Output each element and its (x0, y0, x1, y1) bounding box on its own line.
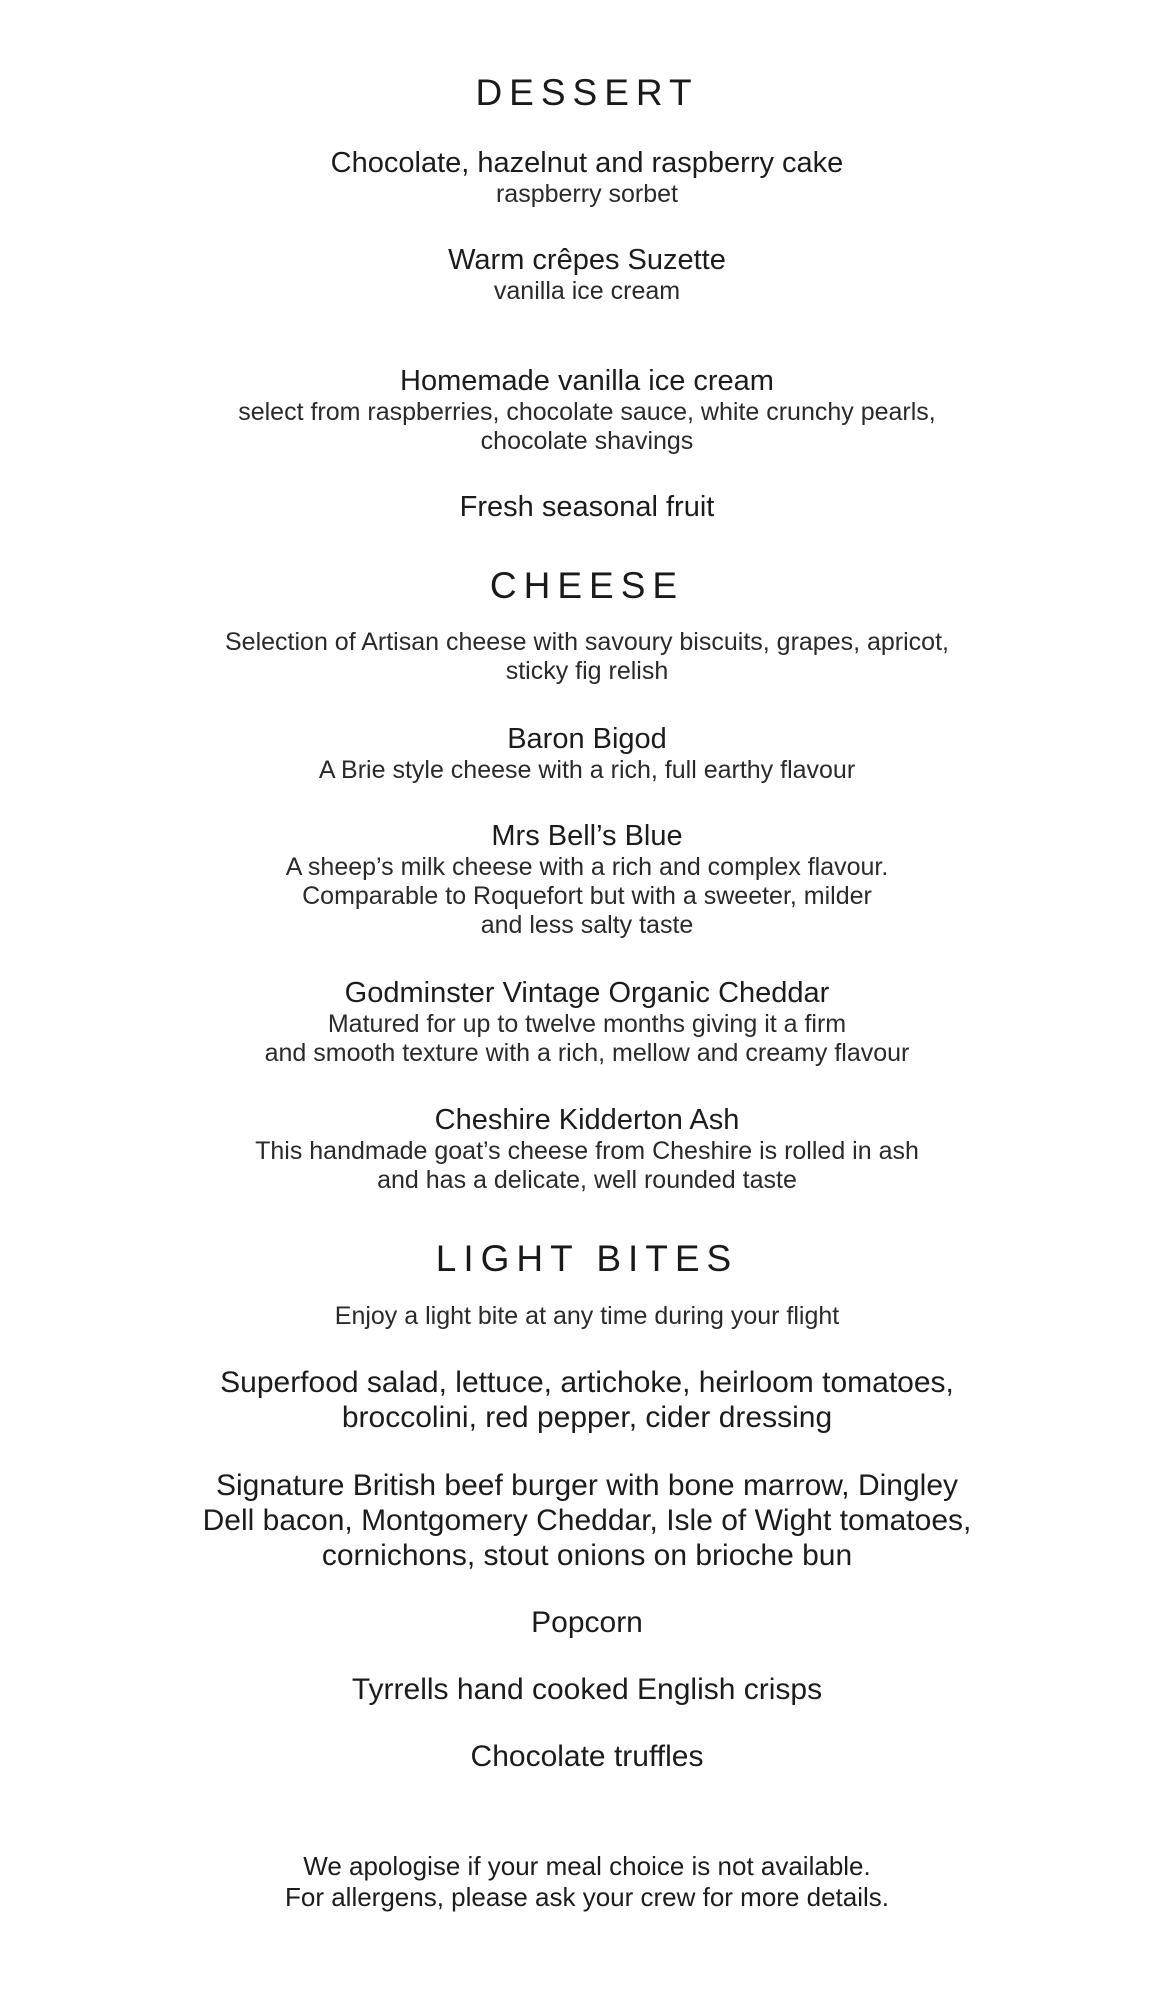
cheese-item-description: This handmade goat’s cheese from Cheshire is rolled in ash (255, 1137, 919, 1165)
cheese-intro: sticky fig relish (505, 657, 669, 685)
footer-note: We apologise if your meal choice is not available. (303, 1851, 871, 1881)
cheese-heading: CHEESE (489, 565, 685, 606)
cheese-item-description: Matured for up to twelve months giving it a firm (327, 1010, 847, 1038)
light-bite-item: Dell bacon, Montgomery Cheddar, Isle of Wight tomatoes, (202, 1504, 972, 1537)
cheese-item-description: A sheep’s milk cheese with a rich and complex flavour. (285, 853, 889, 881)
light-bite-item: cornichons, stout onions on brioche bun (321, 1539, 853, 1572)
cheese-item-description: and smooth texture with a rich, mellow and creamy flavour (264, 1039, 910, 1067)
light-bites-heading: LIGHT BITES (435, 1238, 739, 1279)
dessert-item-name: Chocolate, hazelnut and raspberry cake (330, 147, 844, 179)
light-bite-item: Signature British beef burger with bone marrow, Dingley (215, 1469, 959, 1502)
light-bite-item: broccolini, red pepper, cider dressing (341, 1401, 833, 1434)
footer-note: For allergens, please ask your crew for more details. (284, 1882, 890, 1912)
cheese-item-name: Cheshire Kidderton Ash (434, 1104, 740, 1136)
dessert-item-description: chocolate shavings (480, 427, 694, 455)
cheese-item-description: Comparable to Roquefort but with a sweeter, milder (302, 882, 872, 910)
cheese-item-name: Baron Bigod (507, 723, 667, 755)
cheese-item-description: and less salty taste (480, 911, 694, 939)
light-bites-intro: Enjoy a light bite at any time during your flight (334, 1302, 840, 1330)
dessert-item-description: raspberry sorbet (495, 180, 679, 208)
cheese-item-name: Mrs Bell’s Blue (491, 820, 683, 852)
cheese-item-description: A Brie style cheese with a rich, full earthy flavour (318, 756, 856, 784)
light-bite-item: Tyrrells hand cooked English crisps (351, 1673, 823, 1706)
cheese-item-description: and has a delicate, well rounded taste (377, 1166, 797, 1194)
cheese-item-name: Godminster Vintage Organic Cheddar (344, 977, 830, 1009)
light-bite-item: Superfood salad, lettuce, artichoke, heirloom tomatoes, (220, 1366, 954, 1399)
dessert-item-description: vanilla ice cream (493, 277, 681, 305)
light-bite-item: Chocolate truffles (470, 1740, 704, 1773)
dessert-item-name: Homemade vanilla ice cream (400, 365, 774, 397)
cheese-intro: Selection of Artisan cheese with savoury biscuits, grapes, apricot, (225, 628, 949, 656)
dessert-item-name: Warm crêpes Suzette (448, 244, 726, 276)
dessert-item-name: Fresh seasonal fruit (459, 491, 715, 523)
light-bite-item: Popcorn (531, 1606, 643, 1639)
dessert-item-description: select from raspberries, chocolate sauce, white crunchy pearls, (238, 398, 936, 426)
dessert-heading: DESSERT (475, 72, 699, 113)
